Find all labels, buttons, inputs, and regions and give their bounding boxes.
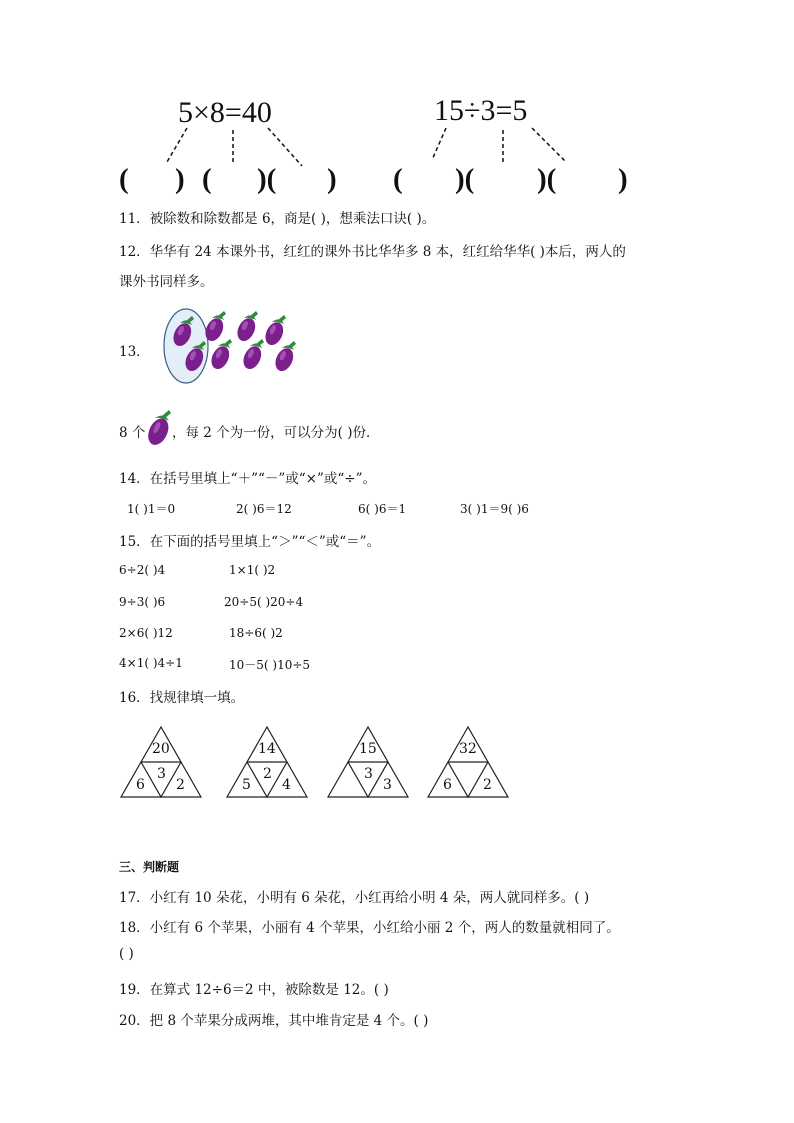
- q15-item: 10－5( )10÷5: [229, 658, 311, 672]
- question-18-line2: ( ): [119, 946, 134, 962]
- question-12-line2: 课外书同样多。: [119, 274, 214, 290]
- triangle-top-number: 32: [459, 741, 477, 757]
- triangle-right-number: 3: [383, 777, 392, 793]
- answer-paren: )(: [537, 163, 557, 195]
- question-13-label: 13．: [119, 344, 150, 360]
- triangle-left-number: 6: [136, 777, 145, 793]
- q15-item: 1×1( )2: [229, 563, 276, 577]
- question-13-sentence-pre: 8 个: [119, 425, 146, 441]
- equation-multiplication: 5×8=40: [178, 96, 272, 129]
- triangle-puzzles: [0, 720, 794, 810]
- q14-item: 6( )6＝1: [358, 502, 407, 516]
- question-11: 11．被除数和除数都是 6，商是( )，想乘法口诀( )。: [119, 211, 436, 227]
- question-14-title: 14．在括号里填上“＋”“－”或“×”或“÷”。: [119, 471, 377, 487]
- triangle-top-number: 14: [258, 741, 276, 757]
- answer-paren: ): [327, 163, 337, 195]
- triangle-right-number: 2: [176, 777, 185, 793]
- answer-paren: )(: [455, 163, 475, 195]
- equation-division: 15÷3=5: [434, 94, 528, 127]
- answer-paren-open: (: [119, 163, 129, 195]
- answer-paren: ): [175, 163, 185, 195]
- triangle-middle-number: 2: [263, 766, 272, 782]
- question-17: 17．小红有 10 朵花，小明有 6 朵花，小红再给小明 4 朵，两人就同样多。( ): [119, 890, 590, 906]
- question-12-line1: 12．华华有 24 本课外书，红红的课外书比华华多 8 本，红红给华华( )本后，两人的: [119, 244, 626, 260]
- q15-item: 20÷5( )20÷4: [224, 595, 304, 609]
- eggplant-icon: [145, 408, 175, 448]
- answer-paren: ): [618, 163, 628, 195]
- triangle-middle-number: 3: [157, 766, 166, 782]
- triangle-middle-number: 3: [364, 766, 373, 782]
- answer-paren: (: [202, 163, 212, 195]
- eggplant-icon: [262, 315, 287, 348]
- q15-item: 4×1( )4÷1: [119, 656, 183, 670]
- eggplant-icon: [240, 339, 265, 372]
- triangle-right-number: 2: [483, 777, 492, 793]
- question-19: 19．在算式 12÷6＝2 中，被除数是 12。( ): [119, 982, 389, 998]
- q15-item: 9÷3( )6: [119, 595, 166, 609]
- question-18-line1: 18．小红有 6 个苹果，小丽有 4 个苹果，小红给小丽 2 个，两人的数量就相同了。: [119, 920, 620, 936]
- triangle-right-number: 4: [282, 777, 291, 793]
- triangle-puzzle-2: [328, 727, 408, 797]
- eggplant-icon: [208, 339, 233, 372]
- q14-item: 2( )6＝12: [236, 502, 292, 516]
- eggplant-group-image: [158, 306, 318, 386]
- q15-item: 18÷6( )2: [229, 626, 283, 640]
- q15-item: 6÷2( )4: [119, 563, 166, 577]
- q14-item: 3( )1＝9( )6: [460, 502, 529, 516]
- question-13-sentence-post: ，每 2 个为一份，可以分为( )份．: [172, 425, 380, 441]
- q15-item: 2×6( )12: [119, 626, 173, 640]
- triangle-left-number: 6: [443, 777, 452, 793]
- q14-item: 1( )1＝0: [127, 502, 176, 516]
- answer-paren-open: (: [393, 163, 403, 195]
- triangle-left-number: 5: [242, 777, 251, 793]
- eggplant-icon: [272, 341, 297, 374]
- answer-paren: )(: [257, 163, 277, 195]
- question-20: 20．把 8 个苹果分成两堆，其中堆肯定是 4 个。( ): [119, 1013, 429, 1029]
- triangle-puzzle-3: [428, 727, 508, 797]
- section-heading: 三、判断题: [119, 860, 180, 874]
- triangle-top-number: 20: [152, 741, 170, 757]
- triangle-puzzle-1: [227, 727, 307, 797]
- eggplant-icon: [234, 311, 259, 344]
- triangle-top-number: 15: [359, 741, 377, 757]
- question-15-title: 15．在下面的括号里填上“＞”“＜”或“＝”。: [119, 534, 381, 550]
- question-16-title: 16．找规律填一填。: [119, 690, 245, 706]
- triangle-puzzle-0: [121, 727, 201, 797]
